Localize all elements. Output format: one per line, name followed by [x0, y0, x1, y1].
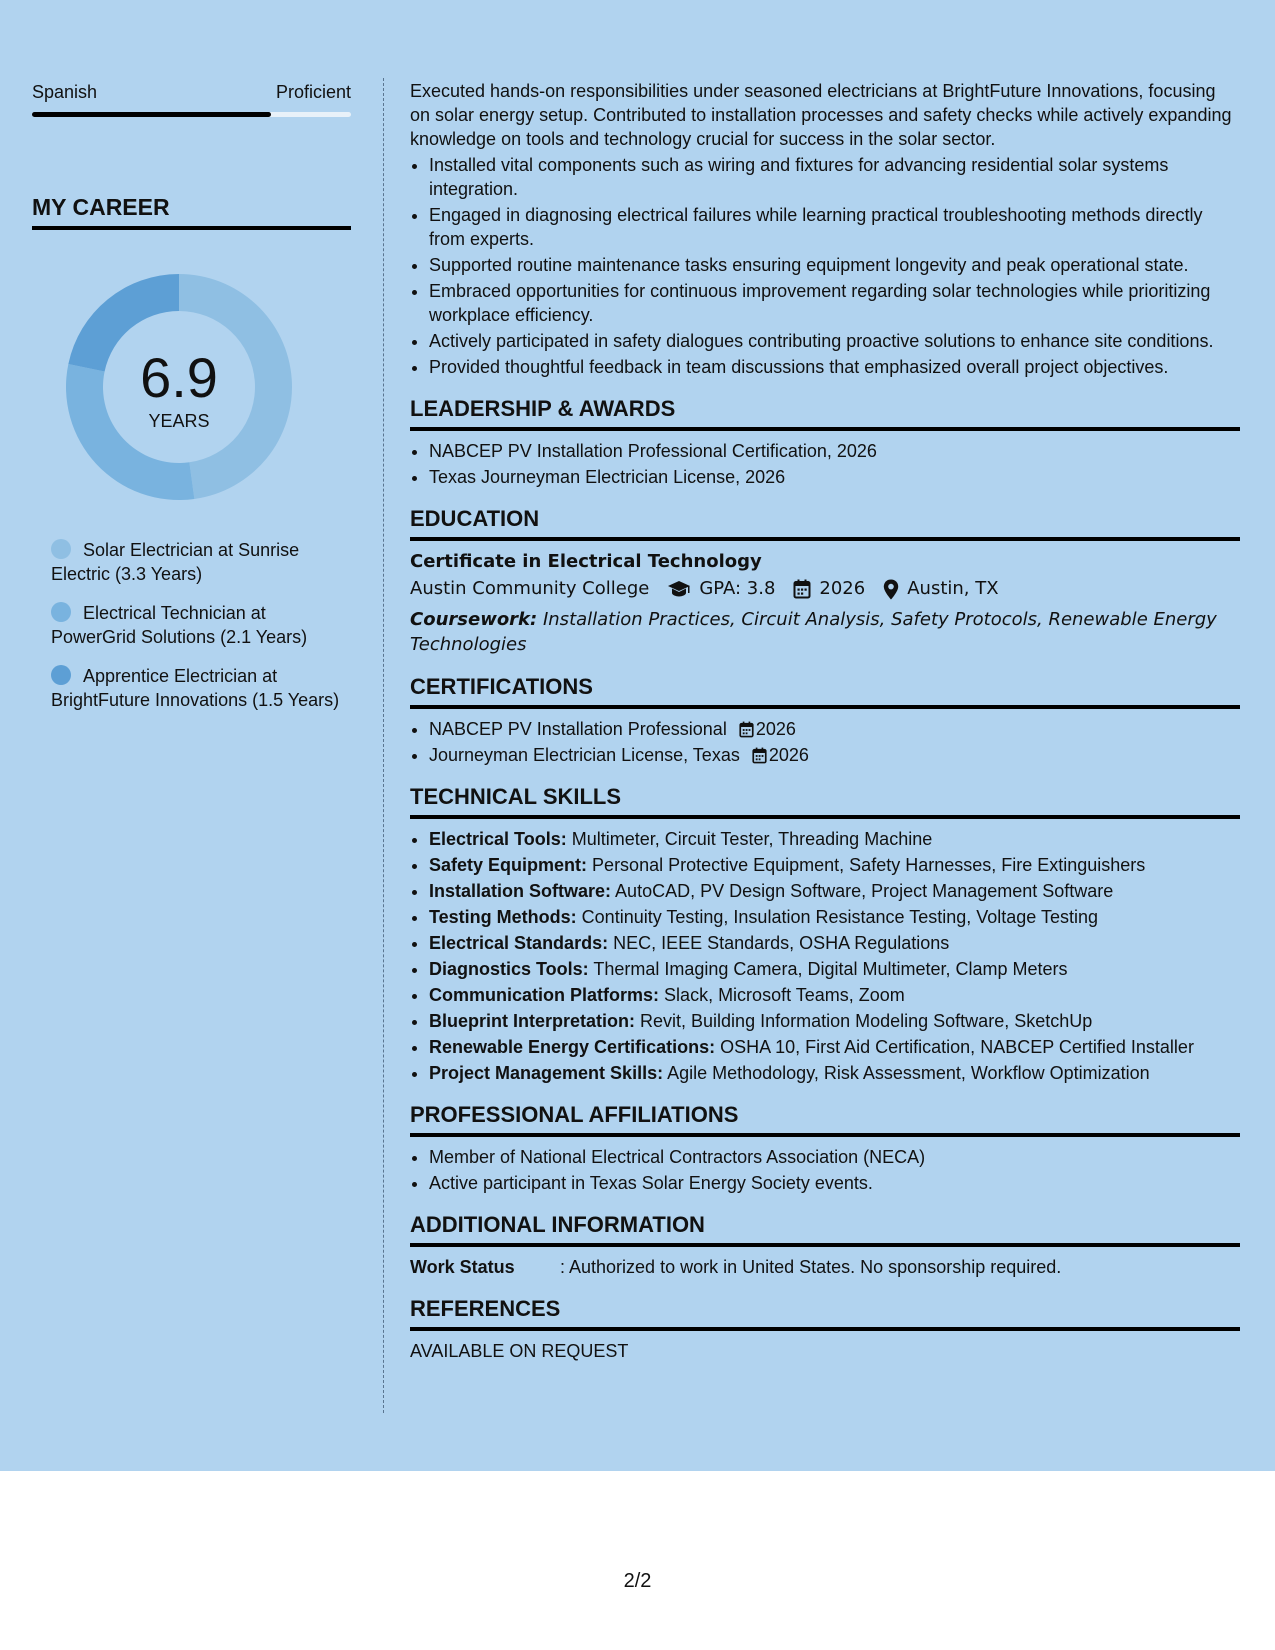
- experience-bullet: • Embraced opportunities for continuous improvement regarding solar technologies while prioritizing workplace efficiency.: [429, 279, 1240, 327]
- experience-bullets: [410, 153, 1240, 379]
- skill-value: Agile Methodology, Risk Assessment, Workflow Optimization: [667, 1063, 1150, 1083]
- skill-value: AutoCAD, PV Design Software, Project Management Software: [615, 881, 1114, 901]
- affiliation-item: • Active participant in Texas Solar Energy Society events.: [429, 1171, 1240, 1195]
- experience-bullet: • Engaged in diagnosing electrical failures while learning practical troubleshooting methods directly from experts.: [429, 203, 1240, 251]
- career-legend-item: [51, 538, 351, 586]
- education-meta: [410, 575, 1240, 603]
- leadership-item: • Texas Journeyman Electrician License, 2026: [429, 465, 1240, 489]
- sidebar: [32, 80, 351, 727]
- career-legend-label: Electrical Technician at PowerGrid Solutions (2.1 Years): [51, 603, 308, 647]
- experience-bullet: • Actively participated in safety dialogues contributing proactive solutions to enhance site conditions.: [429, 329, 1240, 353]
- skill-value: Thermal Imaging Camera, Digital Multimeter, Clamp Meters: [593, 959, 1068, 979]
- coursework-text: Installation Practices, Circuit Analysis, Safety Protocols, Renewable Energy Technologies: [410, 609, 1217, 655]
- legend-dot-icon: [51, 539, 71, 559]
- certification-name: • Journeyman Electrician License, Texas: [429, 745, 740, 765]
- skill-value: Slack, Microsoft Teams, Zoom: [664, 985, 905, 1005]
- graduation-cap-icon: [667, 580, 691, 598]
- career-legend: [32, 538, 351, 712]
- certifications-list: [410, 717, 1240, 767]
- skill-label: Electrical Standards:: [429, 933, 609, 953]
- leadership-heading: LEADERSHIP & AWARDS: [410, 395, 1240, 431]
- skill-label: Safety Equipment:: [429, 855, 588, 875]
- legend-dot-icon: [51, 665, 71, 685]
- skill-item: [429, 879, 1240, 903]
- certification-year: 2026: [755, 719, 796, 739]
- skill-item: [429, 983, 1240, 1007]
- location-pin-icon: [883, 579, 899, 600]
- career-legend-item: [51, 664, 351, 712]
- skill-item: [429, 827, 1240, 851]
- skill-label: Diagnostics Tools:: [429, 959, 589, 979]
- certifications-heading: CERTIFICATIONS: [410, 673, 1240, 709]
- skills-list: [410, 827, 1240, 1085]
- education-year: 2026: [819, 578, 866, 599]
- certification-item: [429, 717, 1240, 741]
- skill-item: [429, 905, 1240, 929]
- page-number: 2/2: [623, 1570, 652, 1592]
- skill-label: Blueprint Interpretation:: [429, 1011, 635, 1031]
- skill-item: [429, 957, 1240, 981]
- affiliations-heading: PROFESSIONAL AFFILIATIONS: [410, 1101, 1240, 1137]
- work-status-label: Work Status: [410, 1257, 515, 1277]
- references-text: AVAILABLE ON REQUEST: [410, 1341, 629, 1361]
- skill-value: Multimeter, Circuit Tester, Threading Machine: [571, 829, 933, 849]
- work-status-row: [410, 1255, 1240, 1279]
- skill-item: [429, 1009, 1240, 1033]
- education-degree: Certificate in Electrical Technology: [410, 551, 762, 572]
- skills-heading: TECHNICAL SKILLS: [410, 783, 1240, 819]
- language-name: Spanish: [32, 82, 98, 102]
- language-row: [32, 80, 351, 104]
- education-school: Austin Community College: [410, 578, 650, 599]
- certification-item: [429, 743, 1240, 767]
- affiliation-item: • Member of National Electrical Contractors Association (NECA): [429, 1145, 1240, 1169]
- skill-item: [429, 853, 1240, 877]
- career-legend-label: Solar Electrician at Sunrise Electric (3.3 Years): [51, 540, 300, 584]
- certification-year: 2026: [768, 745, 809, 765]
- donut-center: [64, 272, 294, 502]
- coursework-label: Coursework:: [410, 609, 538, 630]
- legend-dot-icon: [51, 602, 71, 622]
- skill-value: OSHA 10, First Aid Certification, NABCEP Certified Installer: [720, 1037, 1194, 1057]
- skill-label: Project Management Skills:: [429, 1063, 664, 1083]
- skill-value: Continuity Testing, Insulation Resistance Testing, Voltage Testing: [581, 907, 1098, 927]
- career-legend-label: Apprentice Electrician at BrightFuture Innovations (1.5 Years): [51, 666, 340, 710]
- language-level: Proficient: [275, 82, 351, 102]
- certification-name: • NABCEP PV Installation Professional: [429, 719, 727, 739]
- main-content: [410, 79, 1240, 1363]
- education-heading: EDUCATION: [410, 505, 1240, 541]
- career-total-years: 6.9: [140, 346, 218, 409]
- education-gpa: GPA: 3.8: [699, 578, 776, 599]
- experience-bullet: • Installed vital components such as wiring and fixtures for advancing residential solar systems integration.: [429, 153, 1240, 201]
- references-heading: REFERENCES: [410, 1295, 1240, 1331]
- career-total-unit: YEARS: [148, 411, 210, 431]
- skill-label: Electrical Tools:: [429, 829, 567, 849]
- column-divider: [383, 78, 384, 1413]
- education-location: Austin, TX: [907, 578, 999, 599]
- affiliations-list: [410, 1145, 1240, 1195]
- skill-value: NEC, IEEE Standards, OSHA Regulations: [613, 933, 950, 953]
- experience-bullet: • Provided thoughtful feedback in team discussions that emphasized overall project objectives.: [429, 355, 1240, 379]
- career-donut-chart: [64, 272, 294, 502]
- skill-item: [429, 931, 1240, 955]
- skill-value: Revit, Building Information Modeling Software, SketchUp: [640, 1011, 1093, 1031]
- experience-bullet: • Supported routine maintenance tasks ensuring equipment longevity and peak operational state.: [429, 253, 1240, 277]
- education-coursework: [410, 607, 1240, 657]
- skill-label: Testing Methods:: [429, 907, 577, 927]
- skill-value: Personal Protective Equipment, Safety Harnesses, Fire Extinguishers: [592, 855, 1146, 875]
- skill-label: Installation Software:: [429, 881, 612, 901]
- additional-info-heading: ADDITIONAL INFORMATION: [410, 1211, 1240, 1247]
- language-proficiency-fill: [32, 112, 271, 117]
- leadership-list: [410, 439, 1240, 489]
- career-heading: MY CAREER: [32, 192, 351, 230]
- skill-label: Communication Platforms:: [429, 985, 660, 1005]
- work-status-value: : Authorized to work in United States. No sponsorship required.: [560, 1257, 1062, 1277]
- skill-label: Renewable Energy Certifications:: [429, 1037, 716, 1057]
- calendar-icon: [793, 579, 811, 599]
- leadership-item: • NABCEP PV Installation Professional Certification, 2026: [429, 439, 1240, 463]
- skill-item: [429, 1035, 1240, 1059]
- career-legend-item: [51, 601, 351, 649]
- language-proficiency-bar: [32, 112, 351, 117]
- experience-intro: Executed hands-on responsibilities under seasoned electricians at BrightFuture Innovations, focusing on solar energy setup. Contributed to installation processes and safety checks while actively expanding knowledge on tools and technology crucial for success in the solar sector.: [410, 81, 1232, 149]
- skill-item: [429, 1061, 1240, 1085]
- calendar-icon: [739, 721, 754, 738]
- calendar-icon: [752, 747, 767, 764]
